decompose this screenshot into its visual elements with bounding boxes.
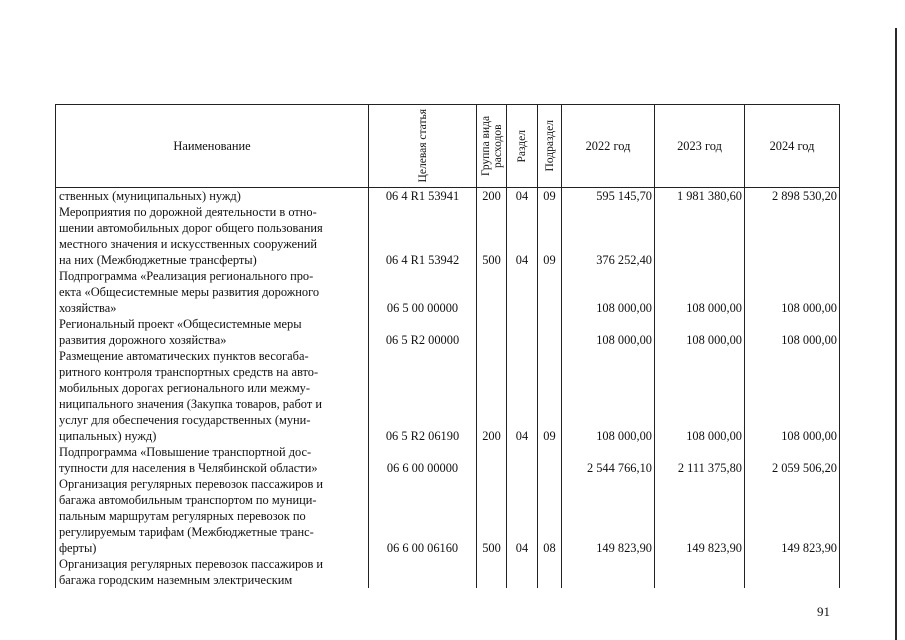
table-row <box>56 268 840 316</box>
row-value-2022: 595 145,70 <box>562 188 655 205</box>
row-value-2023 <box>655 556 745 588</box>
row-name-line: ственных (муниципальных) нужд) <box>59 189 241 203</box>
row-code: 06 6 00 00000 <box>369 444 477 476</box>
row-value-2024 <box>745 204 840 268</box>
row-subsection <box>538 268 562 316</box>
row-subsection <box>538 444 562 476</box>
row-value-2024: 2 898 530,20 <box>745 188 840 205</box>
page-number: 91 <box>817 604 830 619</box>
table-row <box>56 204 840 268</box>
header-subsection <box>538 105 562 188</box>
row-section <box>507 556 538 588</box>
row-name-line: Региональный проект «Общесистемные меры <box>59 317 302 331</box>
row-code <box>369 556 477 588</box>
row-section <box>507 444 538 476</box>
row-value-2023: 108 000,00 <box>655 316 745 348</box>
row-name-line: регулируемым тарифам (Межбюджетные транс- <box>59 525 314 539</box>
row-subsection: 09 <box>538 348 562 444</box>
header-section-label: Раздел <box>516 129 528 163</box>
row-name <box>56 444 369 476</box>
table-header-row <box>56 105 840 188</box>
row-value-2024: 149 823,90 <box>745 476 840 556</box>
budget-table <box>55 104 840 588</box>
row-subsection <box>538 556 562 588</box>
row-name-line: багажа автомобильным транспортом по муници- <box>59 493 317 507</box>
row-subsection: 09 <box>538 188 562 205</box>
table-row <box>56 188 840 205</box>
row-name <box>56 268 369 316</box>
row-name-line: Подпрограмма «Реализация регионального про- <box>59 269 314 283</box>
row-value-2022: 2 544 766,10 <box>562 444 655 476</box>
header-subsection-label: Подраздел <box>543 120 556 172</box>
row-group: 200 <box>477 348 507 444</box>
row-value-2024: 2 059 506,20 <box>745 444 840 476</box>
row-name-line: ципальных) нужд) <box>59 429 157 443</box>
row-value-2023: 108 000,00 <box>655 268 745 316</box>
row-name-line: ферты) <box>59 541 97 555</box>
table-row <box>56 316 840 348</box>
row-subsection: 08 <box>538 476 562 556</box>
header-target <box>369 105 477 188</box>
row-name <box>56 556 369 588</box>
row-name-line: екта «Общесистемные меры развития дорожного <box>59 285 320 299</box>
row-name <box>56 188 369 205</box>
row-group: 200 <box>477 188 507 205</box>
row-section <box>507 268 538 316</box>
row-name-line: шении автомобильных дорог общего пользования <box>59 221 323 235</box>
row-value-2023: 149 823,90 <box>655 476 745 556</box>
row-code: 06 6 00 06160 <box>369 476 477 556</box>
table-row <box>56 348 840 444</box>
row-code: 06 4 R1 53941 <box>369 188 477 205</box>
row-name-line: пальным маршрутам регулярных перевозок по <box>59 509 306 523</box>
row-group: 500 <box>477 476 507 556</box>
row-name-line: на них (Межбюджетные трансферты) <box>59 253 257 267</box>
row-name-line: Мероприятия по дорожной деятельности в отно- <box>59 205 317 219</box>
row-code: 06 5 R2 00000 <box>369 316 477 348</box>
row-name <box>56 204 369 268</box>
row-value-2022: 108 000,00 <box>562 268 655 316</box>
table-row <box>56 476 840 556</box>
header-2024: 2024 год <box>745 105 840 188</box>
row-name-line: ритного контроля транспортных средств на авто- <box>59 365 319 379</box>
row-value-2022: 149 823,90 <box>562 476 655 556</box>
row-group <box>477 268 507 316</box>
row-value-2024: 108 000,00 <box>745 268 840 316</box>
table-row <box>56 556 840 588</box>
row-group <box>477 316 507 348</box>
row-value-2023: 108 000,00 <box>655 348 745 444</box>
row-value-2022 <box>562 556 655 588</box>
row-name-line: тупности для населения в Челябинской области» <box>59 461 318 475</box>
row-name <box>56 476 369 556</box>
header-2023: 2023 год <box>655 105 745 188</box>
row-name <box>56 348 369 444</box>
row-name-line: Организация регулярных перевозок пассажиров и <box>59 477 324 491</box>
row-name-line: багажа городским наземным электрическим <box>59 573 293 587</box>
row-value-2022: 108 000,00 <box>562 316 655 348</box>
row-subsection: 09 <box>538 204 562 268</box>
row-name-line: Организация регулярных перевозок пассажиров и <box>59 557 324 571</box>
row-value-2023: 1 981 380,60 <box>655 188 745 205</box>
row-name-line: местного значения и искусственных сооружений <box>59 237 317 251</box>
row-subsection <box>538 316 562 348</box>
row-name-line: хозяйства» <box>59 301 117 315</box>
row-name-line: ниципального значения (Закупка товаров, работ и <box>59 397 322 411</box>
header-target-label: Целевая статья <box>416 109 429 183</box>
row-value-2023 <box>655 204 745 268</box>
row-section: 04 <box>507 348 538 444</box>
row-code: 06 4 R1 53942 <box>369 204 477 268</box>
scan-edge-line <box>895 28 897 640</box>
row-name-line: Размещение автоматических пунктов весогаба- <box>59 349 309 363</box>
row-name-line: Подпрограмма «Повышение транспортной дос- <box>59 445 312 459</box>
row-value-2024 <box>745 556 840 588</box>
row-code: 06 5 R2 06190 <box>369 348 477 444</box>
header-name: Наименование <box>56 105 369 188</box>
header-group <box>477 105 507 188</box>
row-section: 04 <box>507 204 538 268</box>
row-value-2024: 108 000,00 <box>745 316 840 348</box>
header-group-label: Группа вида расходов <box>479 115 504 177</box>
row-group <box>477 444 507 476</box>
row-value-2023: 2 111 375,80 <box>655 444 745 476</box>
row-name-line: развития дорожного хозяйства» <box>59 333 227 347</box>
table-row <box>56 444 840 476</box>
row-value-2024: 108 000,00 <box>745 348 840 444</box>
row-value-2022: 376 252,40 <box>562 204 655 268</box>
row-section: 04 <box>507 476 538 556</box>
row-name <box>56 316 369 348</box>
row-section <box>507 316 538 348</box>
row-group <box>477 556 507 588</box>
header-section <box>507 105 538 188</box>
header-2022: 2022 год <box>562 105 655 188</box>
row-value-2022: 108 000,00 <box>562 348 655 444</box>
row-name-line: мобильных дорогах регионального или межму- <box>59 381 310 395</box>
row-group: 500 <box>477 204 507 268</box>
row-name-line: услуг для обеспечения государственных (муни- <box>59 413 311 427</box>
row-section: 04 <box>507 188 538 205</box>
row-code: 06 5 00 00000 <box>369 268 477 316</box>
